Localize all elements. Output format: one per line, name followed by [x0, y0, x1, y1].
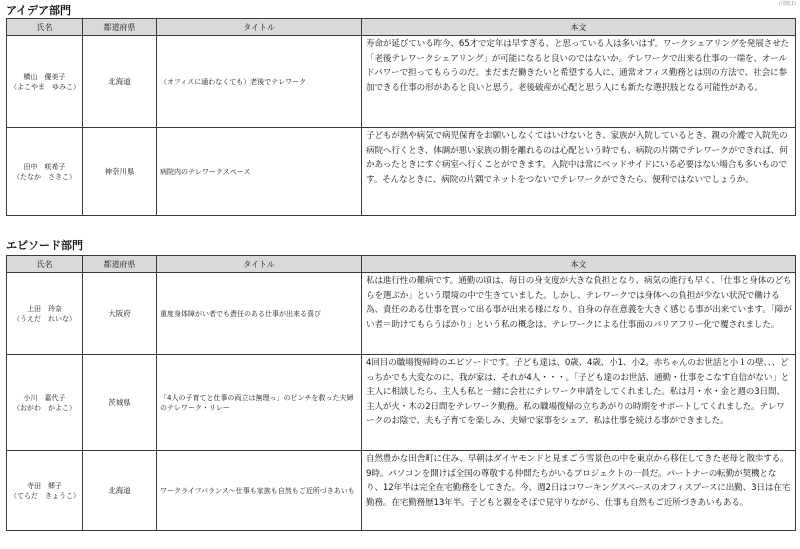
prefecture: 神奈川県 — [83, 128, 157, 216]
header-body: 本文 — [362, 256, 796, 273]
prefecture: 北海道 — [83, 451, 157, 531]
entry-title: ワークライフバランス～仕事も家族も自然もご近所づきあいも — [157, 451, 362, 531]
idea-table-header — [7, 19, 796, 36]
entry-body: 4回目の職場復帰時のエピソードです。子ども達は、0歳、4歳、小1、小2。赤ちゃんのお世話と小１の壁、、、どっちかでも大変なのに、我が家は、それが4人・・・。「子ども達のお世話、通勤・仕事をこなす自信がない」と主人に相談したら、主人も私と一緒に会社にテレワーク申請をしてくれました。私は月・水・金と週の3日間、主人が火・木の2日間をテレワーク勤務。私の職場復帰の立ちあがりの時期をサポートしてくれました。テレワークのお陰で、夫も子育てを楽しみ、夫婦で家事をシェア、私は仕事を続ける事ができました。 — [362, 355, 796, 451]
header-title: タイトル — [157, 19, 362, 36]
table-row — [7, 128, 796, 216]
table-row — [7, 355, 796, 451]
entry-title: 「4人の子育てと仕事の両立は無理っ」のピンチを救った夫婦のテレワーク・リレー — [157, 355, 362, 451]
episode-section-heading: エピソード部門 — [6, 239, 83, 252]
episode-table — [6, 255, 796, 531]
header-prefecture: 都道府県 — [83, 256, 157, 273]
entrant-name-kana: （おがわ かよこ） — [13, 403, 76, 412]
header-name: 氏名 — [7, 256, 83, 273]
entrant-name-cell — [7, 273, 83, 355]
entrant-name: 横山 優美子 — [23, 72, 66, 81]
entrant-name-kana: （てらだ きょうこ） — [10, 491, 80, 500]
entrant-name-kana: （よこやま ゆみこ） — [10, 82, 80, 91]
header-title: タイトル — [157, 256, 362, 273]
entry-title: （オフィスに通わなくても）老後でテレワーク — [157, 36, 362, 128]
prefecture: 大阪府 — [83, 273, 157, 355]
table-row — [7, 273, 796, 355]
entrant-name-cell — [7, 451, 83, 531]
entrant-name-cell — [7, 355, 83, 451]
entry-body: 子どもが熱や病気で病児保育をお願いしなくてはいけないとき、家族が入院しているとき、親の介護で入院先の病院へ行くとき、体調が悪い家族の側を離れるのは心配という時でも、病院の片隅でテレワークができれば、何かあったときにすぐ病室へ行くことができます。入院中は常にベッドサイドにいる必要はない場合も多いものです。そんなときに、病院の片隅でネットをつないでテレワークができたら、便利ではないでしょうか。 — [362, 128, 796, 216]
entrant-name-cell — [7, 128, 83, 216]
table-row — [7, 36, 796, 128]
idea-table — [6, 18, 796, 216]
entrant-name-kana: （うえだ れいな） — [13, 314, 76, 323]
entry-body: 自然豊かな田舎町に住み、早朝はダイヤモンドと見まごう雪景色の中を東京から移住してきた老母と散歩する。9時。パソコンを開けば全国の尊敬する仲間たちがいるプロジェクトの一員だ。パートナーの転勤が契機となり、12年半は完全在宅勤務をしてきた。今、週2日はコワーキングスペースのオフィスブースに出勤、3日は在宅勤務。在宅勤務歴13年半。子どもと親をそばで見守りながら、仕事も自然もご近所づきあいもある。 — [362, 451, 796, 531]
idea-section-heading: アイデア部門 — [6, 4, 72, 17]
entrant-name-cell — [7, 36, 83, 128]
entry-title: 重度身体障がい者でも責任のある仕事が出来る喜び — [157, 273, 362, 355]
prefecture: 北海道 — [83, 36, 157, 128]
entry-body: 寿命が延びている昨今、65才で定年は早すぎる、と思っている人は多いはず。ワークシェアリングを発展させた「老後テレワークシェアリング」が可能になると良いのではないか。テレワークで出来る仕事の一端を、オールドパワーで担ってもらうのだ。まだまだ働きたいと希望する人に、通常オフィス勤務とは別の方法で、社会に参加できる仕事の形があると良いと思う。老後破産が心配と思う人にも新たな選択肢となる可能性がある。 — [362, 36, 796, 128]
entry-title: 病院内のテレワークスペース — [157, 128, 362, 216]
entrant-name: 小川 嘉代子 — [23, 393, 66, 402]
entrant-name: 田中 咲希子 — [23, 162, 66, 171]
header-body: 本文 — [362, 19, 796, 36]
entrant-name: 上田 玲奈 — [27, 304, 62, 313]
table-row — [7, 451, 796, 531]
document-number: (別紙1) — [778, 1, 796, 7]
entry-body: 私は進行性の難病です。通勤の頃は、毎日の身支度が大きな負担となり、病気の進行も早く、「仕事と身体のどちらを選ぶか」という環境の中で生きていました。しかし、テレワークでは身体への負担が少ない状況で働ける為、責任のある仕事を買って出る事が出来る様になり、自身の存在意義を大きく感じる事が出来ています。「障がい者＝助けてもらうばかり」という私の概念は、テレワークによる仕事面のバリアフリー化で覆されました。 — [362, 273, 796, 355]
entrant-name: 寺田 郷子 — [27, 481, 62, 490]
header-prefecture: 都道府県 — [83, 19, 157, 36]
header-name: 氏名 — [7, 19, 83, 36]
prefecture: 茨城県 — [83, 355, 157, 451]
episode-table-header — [7, 256, 796, 273]
entrant-name-kana: （たなか さきこ） — [13, 172, 76, 181]
